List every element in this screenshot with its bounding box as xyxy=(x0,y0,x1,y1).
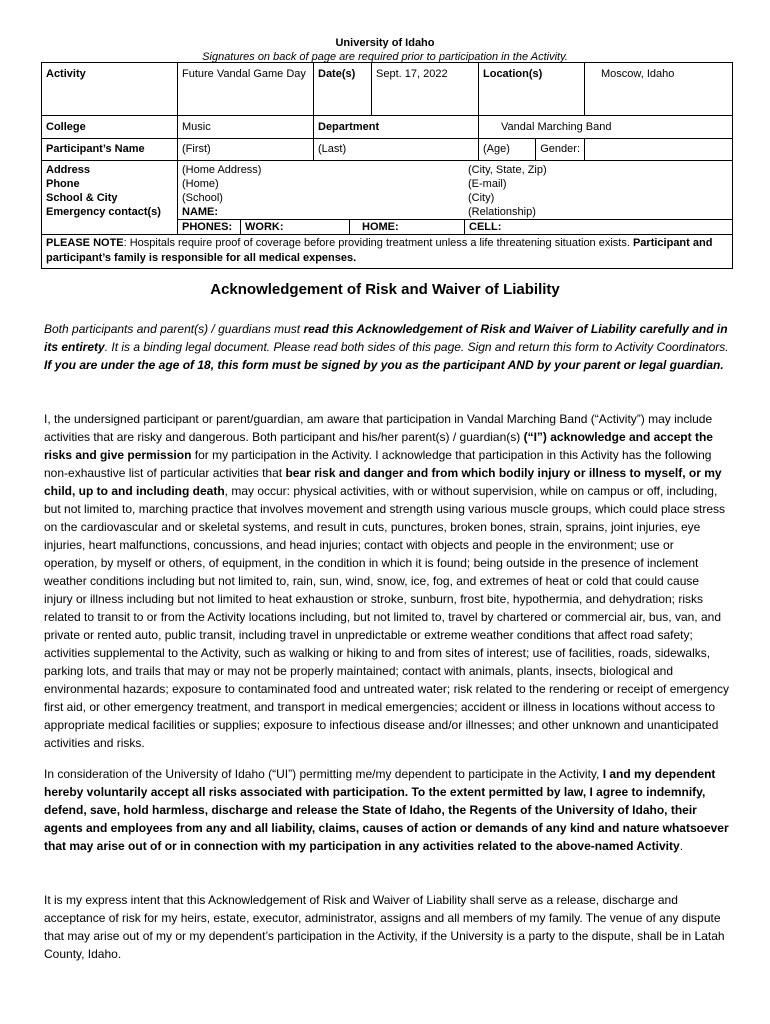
p1-text-b: read this Acknowledgement of Risk and Waiver of Liability carefully and in its entirety xyxy=(44,322,728,354)
college-label: College xyxy=(42,116,178,139)
department-value: Vandal Marching Band xyxy=(479,116,733,139)
emergency-contacts-label: Emergency contact(s) xyxy=(46,206,161,218)
participant-info-table xyxy=(41,62,733,269)
risk-acknowledgement-paragraph xyxy=(44,410,730,752)
school-field[interactable]: (School) xyxy=(182,192,223,204)
participant-name-label: Participant’s Name xyxy=(42,139,178,161)
p3-text-b: I and my dependent hereby voluntarily accept all risks associated with participation. To the extent permitted by law, I agree to indemnify, defend, save, hold harmless, discharge and release the State of Idaho, the Regents of the University of Idaho, their agents and employees from any and all liability, claims, causes of action or demands of any kind and nature whatsoever that may arise out of or in connection with my participation in any activities related to the above-named Activity xyxy=(44,767,729,853)
home-phone-emergency-field[interactable]: HOME: xyxy=(350,220,465,234)
phones-label: PHONES: xyxy=(178,220,241,234)
p1-text-d: If you are under the age of 18, this form must be signed by you as the participant AND by your parent or legal guardian. xyxy=(44,358,724,372)
p3-text-c: . xyxy=(679,839,684,853)
gender-field[interactable] xyxy=(585,139,733,161)
relationship-field[interactable]: (Relationship) xyxy=(468,206,536,218)
indemnification-paragraph xyxy=(44,765,730,855)
document-title: Acknowledgement of Risk and Waiver of Liability xyxy=(210,281,560,298)
note-text: : Hospitals require proof of coverage before providing treatment unless a life threatening situation exists. xyxy=(123,237,633,249)
note-bold-text: Participant and participant’s family is responsible for all medical expenses. xyxy=(46,237,713,264)
college-value: Music xyxy=(178,116,314,139)
instructions-paragraph xyxy=(44,320,730,374)
home-address-field[interactable]: (Home Address) xyxy=(182,164,262,176)
p2-text-c: for my participation in the Activity. I acknowledge that participation in this Activity has the following non-exhaustive list of particular activities that xyxy=(44,448,712,480)
department-label: Department xyxy=(314,116,479,139)
location-value: Moscow, Idaho xyxy=(585,63,733,116)
p2-text-b: (“I”) acknowledge and accept the risks and give permission xyxy=(44,430,713,462)
p1-text-c: . It is a binding legal document. Please read both sides of this page. Sign and return this form to Activity Coordinators. xyxy=(104,340,729,354)
cell-phone-field[interactable]: CELL: xyxy=(469,221,502,233)
university-heading: University of Idaho xyxy=(335,37,435,49)
email-field[interactable]: (E-mail) xyxy=(468,178,507,190)
school-city-label: School & City xyxy=(46,192,118,204)
p1-text-a: Both participants and parent(s) / guardians must xyxy=(44,322,304,336)
release-intent-paragraph: It is my express intent that this Acknowledgement of Risk and Waiver of Liability shall serve as a release, discharge and acceptance of risk for my heirs, estate, executor, administrator, assigns and all members of my family. The venue of any dispute that may arise out of my or my dependent’s participation in the Activity, if the University is a party to the dispute, shall be in Latah County, Idaho. xyxy=(44,893,725,961)
phone-label: Phone xyxy=(46,178,80,190)
location-label: Location(s) xyxy=(479,63,585,116)
p2-text-e: , may occur: physical activities, with or without supervision, while on campus or off, including, but not limited to, marching practice that involves movement and strength using various muscle groups, which could place stress on the cardiovascular and or skeletal systems, and result in cuts, punctures, broken bones, strain, sprains, joint injuries, eye injuries, heart malfunctions, concussions, and head injuries; contact with objects and people in the environment; use or operation, by myself or others, of equipment, in the condition in which it is found; being outside in the presence of inclement weather conditions including but not limited to, rain, sun, wind, snow, ice, fog, and extremes of heat or cold that could cause injury or illness including but not limited to heat exhaustion or stroke, sunburn, frost bite, hypothermia, and dehydration; risks related to transit to or from the Activity locations including, but not limited to, travel by chartered or commercial air, bus, van, and private or rented auto, public transit, including travel in unpredictable or extreme weather conditions that affect road safety; activities supplemental to the Activity, such as walking or hiking to and from sites of interest; use of facilities, roads, sidewalks, parking lots, and trails that may or may not be properly maintained; contact with animals, plants, insects, biological and environmental hazards; exposure to contaminated food and untreated water; risk related to the rendering or receipt of emergency first aid, or other emergency treatment, and transport in medical emergencies; accident or illness in locations without access to appropriate medical facilities or supplies; exposure to infectious disease and/or illnesses; and other unknown and unanticipated activities and risks. xyxy=(44,484,730,750)
signature-note: Signatures on back of page are required prior to participation in the Activity. xyxy=(202,51,568,63)
dates-label: Date(s) xyxy=(314,63,372,116)
activity-label: Activity xyxy=(42,63,178,116)
address-label: Address xyxy=(46,164,91,176)
last-name-field[interactable]: (Last) xyxy=(314,139,479,161)
school-city-field[interactable]: (City) xyxy=(468,192,495,204)
age-field[interactable]: (Age) xyxy=(479,139,536,160)
note-label: PLEASE NOTE xyxy=(46,237,124,249)
work-phone-field[interactable]: WORK: xyxy=(241,220,350,234)
gender-label: Gender: xyxy=(540,143,580,155)
p2-text-a: I, the undersigned participant or parent/guardian, am aware that participation in Vandal Marching Band (“Activity”) may include activities that are risky and dangerous. Both participant and his/her parent(s) / guardian(s) xyxy=(44,412,713,444)
home-phone-field[interactable]: (Home) xyxy=(182,178,219,190)
city-state-zip-field[interactable]: (City, State, Zip) xyxy=(468,164,547,176)
first-name-field[interactable]: (First) xyxy=(178,139,314,161)
p3-text-a: In consideration of the University of Idaho (“UI”) permitting me/my dependent to participate in the Activity, xyxy=(44,767,603,781)
p2-text-d: bear risk and danger and from which bodily injury or illness to myself, or my child, up to and including death xyxy=(44,466,722,498)
emergency-name-field[interactable]: NAME: xyxy=(182,206,219,218)
medical-coverage-note xyxy=(42,235,733,269)
dates-value: Sept. 17, 2022 xyxy=(372,63,479,116)
activity-value: Future Vandal Game Day xyxy=(178,63,314,116)
